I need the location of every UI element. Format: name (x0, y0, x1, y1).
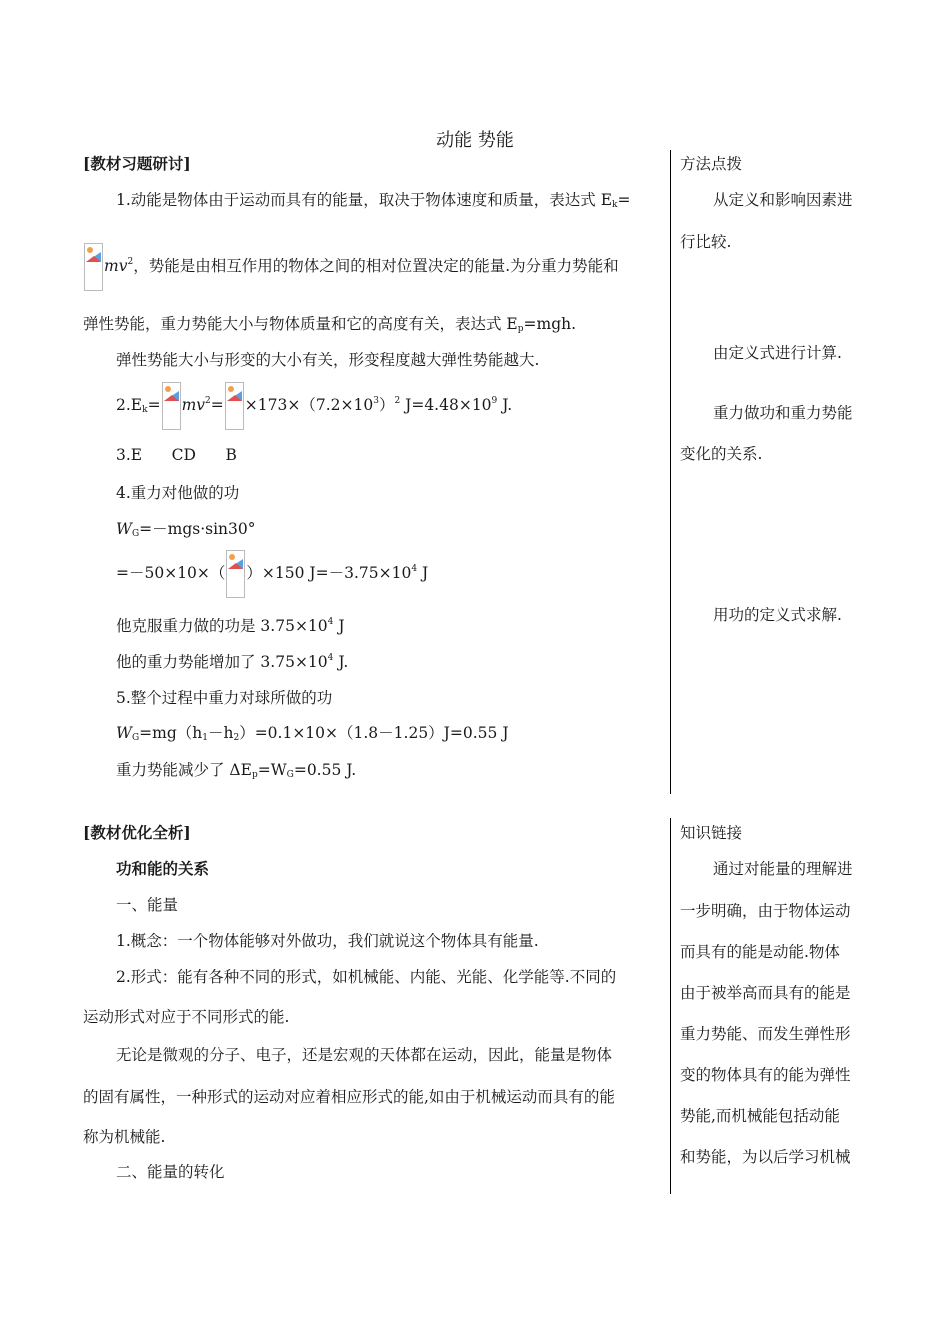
sidebar-note: 重力做功和重力势能 (713, 404, 853, 422)
sidebar-note: 和势能，为以后学习机械 (680, 1148, 851, 1166)
sidebar-heading: 方法点拨 (680, 155, 743, 173)
sidebar-note: 从定义和影响因素进 (713, 191, 853, 209)
paragraph-kinetic: 1.动能是物体由于运动而具有的能量，取决于物体速度和质量，表达式 $E_k=$ (116, 191, 631, 210)
answer-4-calc: =－50×10×（ ）×150 $J=-3.75\times 10^4$ J (83, 550, 428, 598)
sidebar-note: 一步明确，由于物体运动 (680, 902, 851, 920)
sidebar-heading: 知识链接 (680, 824, 743, 842)
fraction-image-icon (162, 382, 181, 430)
answer-4-formula: $W_G=-mgs\cdot\sin 30^\circ$ (116, 520, 256, 539)
paragraph-potential: 弹性势能，重力势能大小与物体质量和它的高度有关，表达式 $E_p=mgh$. (83, 315, 577, 334)
paragraph: 无论是微观的分子、电子，还是宏观的天体都在运动，因此，能量是物体 (116, 1046, 613, 1064)
paragraph: 二、能量的转化 (116, 1163, 225, 1181)
section-heading: [教材优化全析] (83, 823, 191, 842)
sidebar-note: 变化的关系. (680, 445, 763, 463)
paragraph: 运动形式对应于不同形式的能. (83, 1008, 290, 1026)
paragraph: 1.概念：一个物体能够对外做功，我们就说这个物体具有能量. (116, 932, 539, 950)
answer-4-energy: 他的重力势能增加了 $3.75\times 10^4$ J. (116, 653, 349, 671)
answer-5-formula: $W_G=mg(h_1-h_2)=0.1\times 10\times(1.8-1.25)J=0.55$ J (116, 724, 509, 743)
sidebar-note: 由于被举高而具有的能是 (680, 984, 851, 1002)
sidebar-note: 势能,而机械能包括动能 (680, 1107, 840, 1125)
answer-3: 3.E CD B (116, 446, 237, 464)
sidebar-note: 用功的定义式求解. (713, 606, 842, 624)
paragraph-kinetic-2: $mv^2$，势能是由相互作用的物体之间的相对位置决定的能量.为分重力势能和 (83, 243, 619, 291)
sidebar-note: 由定义式进行计算. (713, 344, 842, 362)
page-title: 动能 势能 (436, 130, 514, 151)
column-divider-bottom (670, 818, 671, 1194)
answer-2: $2.E_k=$ $mv^2=$ $\times 173\times(7.2\times 10^3)^2$ $J=4.48\times 10^9$ J. (83, 382, 512, 430)
paragraph: 称为机械能. (83, 1128, 166, 1146)
sidebar-note: 通过对能量的理解进 (713, 860, 853, 878)
answer-4-work: 他克服重力做的功是 $3.75\times 10^4$ J (116, 617, 345, 635)
sidebar-note: 行比较. (680, 233, 732, 251)
answer-5: 5.整个过程中重力对球所做的功 (116, 689, 333, 707)
sidebar-note: 变的物体具有的能为弹性 (680, 1066, 851, 1084)
answer-5-result: 重力势能减少了 $\Delta E_p=W_G=0.55$ J. (116, 761, 357, 780)
paragraph: 的固有属性，一种形式的运动对应着相应形式的能,如由于机械运动而具有的能 (83, 1088, 615, 1106)
sidebar-note: 而具有的能是动能.物体 (680, 943, 840, 961)
paragraph-elastic: 弹性势能大小与形变的大小有关，形变程度越大弹性势能越大. (116, 351, 540, 369)
subsection-heading: 功和能的关系 (116, 859, 210, 878)
section-heading: [教材习题研讨] (83, 154, 191, 173)
paragraph: 一、能量 (116, 896, 179, 914)
fraction-image-icon (226, 550, 245, 598)
fraction-image-icon (225, 382, 244, 430)
paragraph: 2.形式：能有各种不同的形式，如机械能、内能、光能、化学能等.不同的 (116, 968, 617, 986)
answer-4: 4.重力对他做的功 (116, 484, 240, 502)
sidebar-note: 重力势能、而发生弹性形 (680, 1025, 851, 1043)
column-divider-top (670, 150, 671, 794)
fraction-image-icon (84, 243, 103, 291)
